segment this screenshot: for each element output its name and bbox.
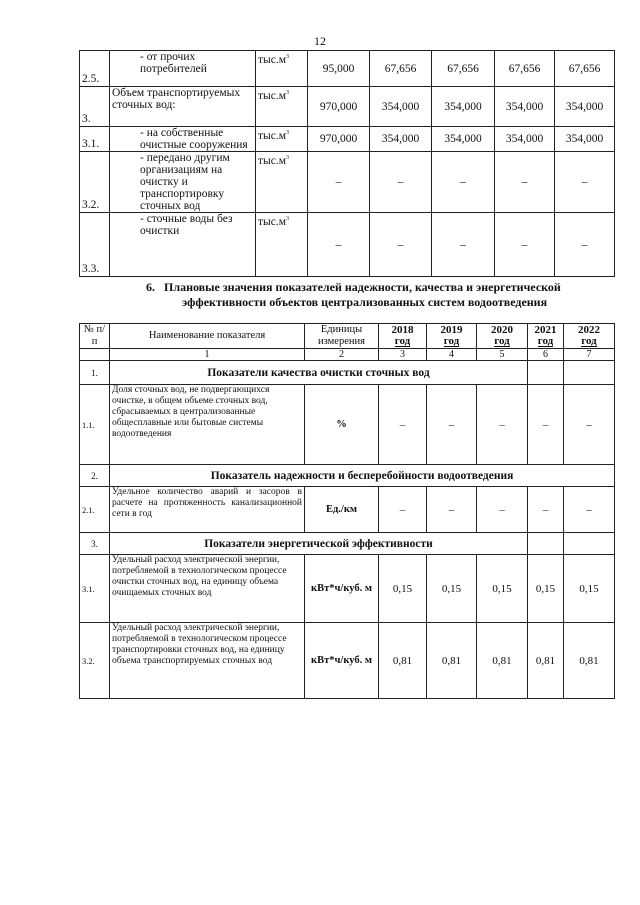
unit-sup: 3 xyxy=(286,216,290,222)
unit-text: тыс.м xyxy=(258,215,287,228)
unit-cell xyxy=(256,152,308,213)
unit-sup: 3 xyxy=(286,54,290,60)
unit-text: тыс.м xyxy=(258,129,287,142)
table-row xyxy=(80,51,615,87)
unit-cell xyxy=(256,87,308,127)
row-number: 2.5. xyxy=(80,51,110,87)
unit-sup: 3 xyxy=(286,130,290,136)
header-num: № п/п xyxy=(80,324,110,349)
row-name: - передано другим организациям на очистку и транспортировку сточных вод xyxy=(110,152,256,213)
value-cell: – xyxy=(427,487,477,533)
column-index: 6 xyxy=(528,349,564,361)
indicator-unit: Ед./км xyxy=(305,487,379,533)
unit-sup: 3 xyxy=(286,155,290,161)
column-index: 3 xyxy=(379,349,427,361)
section-title-line2: эффективности объектов централизованных систем водоотведения xyxy=(182,295,548,309)
header-year-2018: 2018 год xyxy=(379,324,427,349)
value-cell: 354,000 xyxy=(370,127,432,152)
value-cell: 0,81 xyxy=(477,623,528,699)
row-name: - на собственные очистные сооружения xyxy=(110,127,256,152)
header-year-2021: 2021 год xyxy=(528,324,564,349)
value-cell: 354,000 xyxy=(370,87,432,127)
section-title-line1: Плановые значения показателей надежности, качества и энергетической xyxy=(164,280,561,294)
table-row xyxy=(80,213,615,277)
row-name: Объем транспортируемых сточных вод: xyxy=(110,87,256,127)
row-number: 3. xyxy=(80,87,110,127)
indicator-name: Удельный расход электрической энергии, потребляемой в технологическом процессе транспортировки сточных вод, на единицу объема транспортируемых сточных вод xyxy=(110,623,305,699)
value-cell: 354,000 xyxy=(495,87,555,127)
value-cell: 0,15 xyxy=(528,555,564,623)
empty-cell xyxy=(564,361,615,385)
value-cell: 354,000 xyxy=(432,127,495,152)
value-cell: 67,656 xyxy=(370,51,432,87)
value-cell: – xyxy=(528,385,564,465)
indicator-unit: кВт*ч/куб. м xyxy=(305,623,379,699)
row-number: 2.1. xyxy=(80,487,110,533)
value-cell: – xyxy=(379,487,427,533)
indicator-row xyxy=(80,487,615,533)
value-cell: 0,81 xyxy=(528,623,564,699)
header-unit: Единицы измерения xyxy=(305,324,379,349)
column-index-row xyxy=(80,349,615,361)
unit-text: тыс.м xyxy=(258,89,287,102)
value-cell: 95,000 xyxy=(308,51,370,87)
value-cell: 0,81 xyxy=(379,623,427,699)
table-row xyxy=(80,87,615,127)
value-cell: – xyxy=(370,152,432,213)
value-cell: 67,656 xyxy=(432,51,495,87)
column-index: 2 xyxy=(305,349,379,361)
value-cell: 0,15 xyxy=(477,555,528,623)
unit-sup: 3 xyxy=(286,90,290,96)
indicator-name: Удельный расход электрической энергии, потребляемой в технологическом процессе очистки сточных вод, на единицу объема очищаемых сточных вод xyxy=(110,555,305,623)
section-number: 3. xyxy=(80,533,110,555)
indicator-row xyxy=(80,555,615,623)
value-cell: – xyxy=(308,152,370,213)
column-index: 7 xyxy=(564,349,615,361)
value-cell: 0,15 xyxy=(427,555,477,623)
row-name: - от прочих потребителей xyxy=(110,51,256,87)
value-cell: 354,000 xyxy=(495,127,555,152)
value-cell: 354,000 xyxy=(555,127,615,152)
row-number: 3.1. xyxy=(80,555,110,623)
value-cell: 0,81 xyxy=(564,623,615,699)
value-cell: – xyxy=(432,152,495,213)
column-index: 4 xyxy=(427,349,477,361)
value-cell: – xyxy=(555,213,615,277)
indicator-name: Удельное количество аварий и засоров в расчете на протяженность канализационной сети в год xyxy=(110,487,305,533)
header-year-2020: 2020 год xyxy=(477,324,528,349)
row-name: - сточные воды без очистки xyxy=(110,213,256,277)
unit-text: тыс.м xyxy=(258,53,287,66)
column-index: 1 xyxy=(110,349,305,361)
value-cell: 970,000 xyxy=(308,87,370,127)
section-number: 2. xyxy=(80,465,110,487)
value-cell: 0,15 xyxy=(564,555,615,623)
value-cell: – xyxy=(528,487,564,533)
row-number: 3.3. xyxy=(80,213,110,277)
value-cell: – xyxy=(495,152,555,213)
unit-cell xyxy=(256,127,308,152)
value-cell: – xyxy=(477,487,528,533)
value-cell: – xyxy=(564,385,615,465)
header-year-2019: 2019 год xyxy=(427,324,477,349)
row-number: 3.2. xyxy=(80,623,110,699)
row-number: 1.1. xyxy=(80,385,110,465)
unit-text: тыс.м xyxy=(258,154,287,167)
value-cell: 67,656 xyxy=(495,51,555,87)
value-cell: 0,81 xyxy=(427,623,477,699)
value-cell: – xyxy=(370,213,432,277)
value-cell: – xyxy=(432,213,495,277)
indicator-row xyxy=(80,385,615,465)
value-cell: – xyxy=(477,385,528,465)
value-cell: 0,15 xyxy=(379,555,427,623)
table-row xyxy=(80,127,615,152)
section-row xyxy=(80,361,615,385)
header-year-2022: 2022 год xyxy=(564,324,615,349)
empty-cell xyxy=(528,361,564,385)
value-cell: – xyxy=(427,385,477,465)
section-row xyxy=(80,533,615,555)
section-6-heading xyxy=(140,280,610,310)
value-cell: – xyxy=(564,487,615,533)
section-title: Показатели энергетической эффективности xyxy=(110,533,528,555)
section-number: 6. xyxy=(146,280,155,294)
value-cell: 970,000 xyxy=(308,127,370,152)
indicator-unit: % xyxy=(305,385,379,465)
header-name: Наименование показателя xyxy=(110,324,305,349)
column-index: 5 xyxy=(477,349,528,361)
section-number: 1. xyxy=(80,361,110,385)
value-cell: – xyxy=(555,152,615,213)
row-number: 3.1. xyxy=(80,127,110,152)
empty-cell xyxy=(528,533,564,555)
unit-cell xyxy=(256,51,308,87)
section-row xyxy=(80,465,615,487)
value-cell: – xyxy=(308,213,370,277)
section-title: Показатель надежности и бесперебойности водоотведения xyxy=(110,465,615,487)
row-number: 3.2. xyxy=(80,152,110,213)
value-cell: – xyxy=(379,385,427,465)
unit-cell xyxy=(256,213,308,277)
section-title: Показатели качества очистки сточных вод xyxy=(110,361,528,385)
table-header-row xyxy=(80,324,615,349)
wastewater-volume-table xyxy=(79,50,615,277)
indicator-unit: кВт*ч/куб. м xyxy=(305,555,379,623)
value-cell: 354,000 xyxy=(432,87,495,127)
empty-cell xyxy=(564,533,615,555)
value-cell: 354,000 xyxy=(555,87,615,127)
indicator-name: Доля сточных вод, не подвергающихся очистке, в общем объеме сточных вод, сбрасываемых в централизованные общесплавные или бытовые системы водоотведения xyxy=(110,385,305,465)
indicators-table xyxy=(79,323,615,699)
page-number: 12 xyxy=(314,34,326,48)
value-cell: 67,656 xyxy=(555,51,615,87)
table-row xyxy=(80,152,615,213)
value-cell: – xyxy=(495,213,555,277)
indicator-row xyxy=(80,623,615,699)
